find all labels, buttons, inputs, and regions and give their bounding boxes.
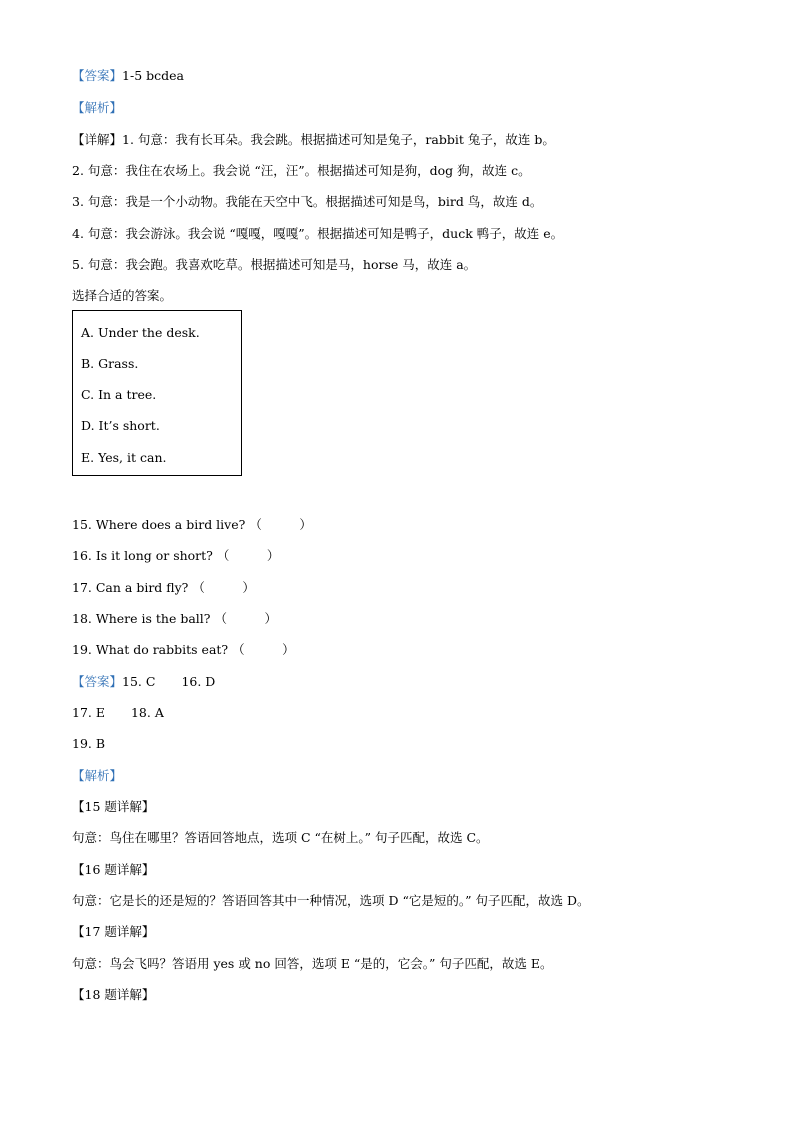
detail-16-text: 句意：它是长的还是短的？答语回答其中一种情况，选项 D “它是短的。” 句子匹配，故选 D。 <box>72 893 590 908</box>
answer-16: 16. D <box>181 674 216 689</box>
detail-15-heading: 【15 题详解】 <box>72 799 155 814</box>
detail-16-heading: 【16 题详解】 <box>72 862 155 877</box>
answers-line-1 <box>72 674 215 690</box>
detail-17-heading: 【17 题详解】 <box>72 924 155 939</box>
option-c: C. In a tree. <box>81 387 157 402</box>
detail-tag: 【详解】 <box>72 132 123 147</box>
answer-19: 19. B <box>72 736 106 751</box>
detail-17-text: 句意：鸟会飞吗？答语用 yes 或 no 回答，选项 E “是的，它会。” 句子匹配，故选 E。 <box>72 956 553 971</box>
answer-tag: 【答案】 <box>72 68 123 83</box>
detail-line-1 <box>72 132 555 148</box>
analysis2-tag: 【解析】 <box>72 768 123 783</box>
option-d: D. It’s short. <box>81 418 160 433</box>
answers-line-2 <box>72 705 164 721</box>
answer-line-1 <box>72 68 184 84</box>
answers-tag: 【答案】 <box>72 674 123 689</box>
options-box <box>72 310 242 476</box>
answer-15: 15. C <box>122 674 156 689</box>
question-17: 17. Can a bird fly? （ ） <box>72 580 255 595</box>
detail-line-4: 4. 句意：我会游泳。我会说 “嘎嘎，嘎嘎”。根据描述可知是鸭子，duck 鸭子，故连 e。 <box>72 226 564 241</box>
detail-18-heading: 【18 题详解】 <box>72 987 155 1002</box>
option-e: E. Yes, it can. <box>81 450 167 465</box>
answer-18: 18. A <box>130 705 164 720</box>
answer-17: 17. E <box>72 705 105 720</box>
question-19: 19. What do rabbits eat? （ ） <box>72 642 295 657</box>
option-b: B. Grass. <box>81 356 139 371</box>
detail-text-1: 1. 句意：我有长耳朵。我会跳。根据描述可知是兔子，rabbit 兔子，故连 b。 <box>122 132 555 147</box>
question-16: 16. Is it long or short? （ ） <box>72 548 280 563</box>
analysis-tag: 【解析】 <box>72 100 123 115</box>
question-18: 18. Where is the ball? （ ） <box>72 611 277 626</box>
instruction-text: 选择合适的答案。 <box>72 288 173 303</box>
question-15: 15. Where does a bird live? （ ） <box>72 517 312 532</box>
detail-15-text: 句意：鸟住在哪里？答语回答地点，选项 C “在树上。” 句子匹配，故选 C。 <box>72 830 489 845</box>
detail-line-2: 2. 句意：我住在农场上。我会说 “汪，汪”。根据描述可知是狗，dog 狗，故连 c。 <box>72 163 531 178</box>
option-a: A. Under the desk. <box>81 325 200 340</box>
detail-line-5: 5. 句意：我会跑。我喜欢吃草。根据描述可知是马，horse 马，故连 a。 <box>72 257 477 272</box>
answer-text: 1-5 bcdea <box>122 68 184 83</box>
detail-line-3: 3. 句意：我是一个小动物。我能在天空中飞。根据描述可知是鸟，bird 鸟，故连 d。 <box>72 194 543 209</box>
answers-line-3 <box>72 736 105 752</box>
